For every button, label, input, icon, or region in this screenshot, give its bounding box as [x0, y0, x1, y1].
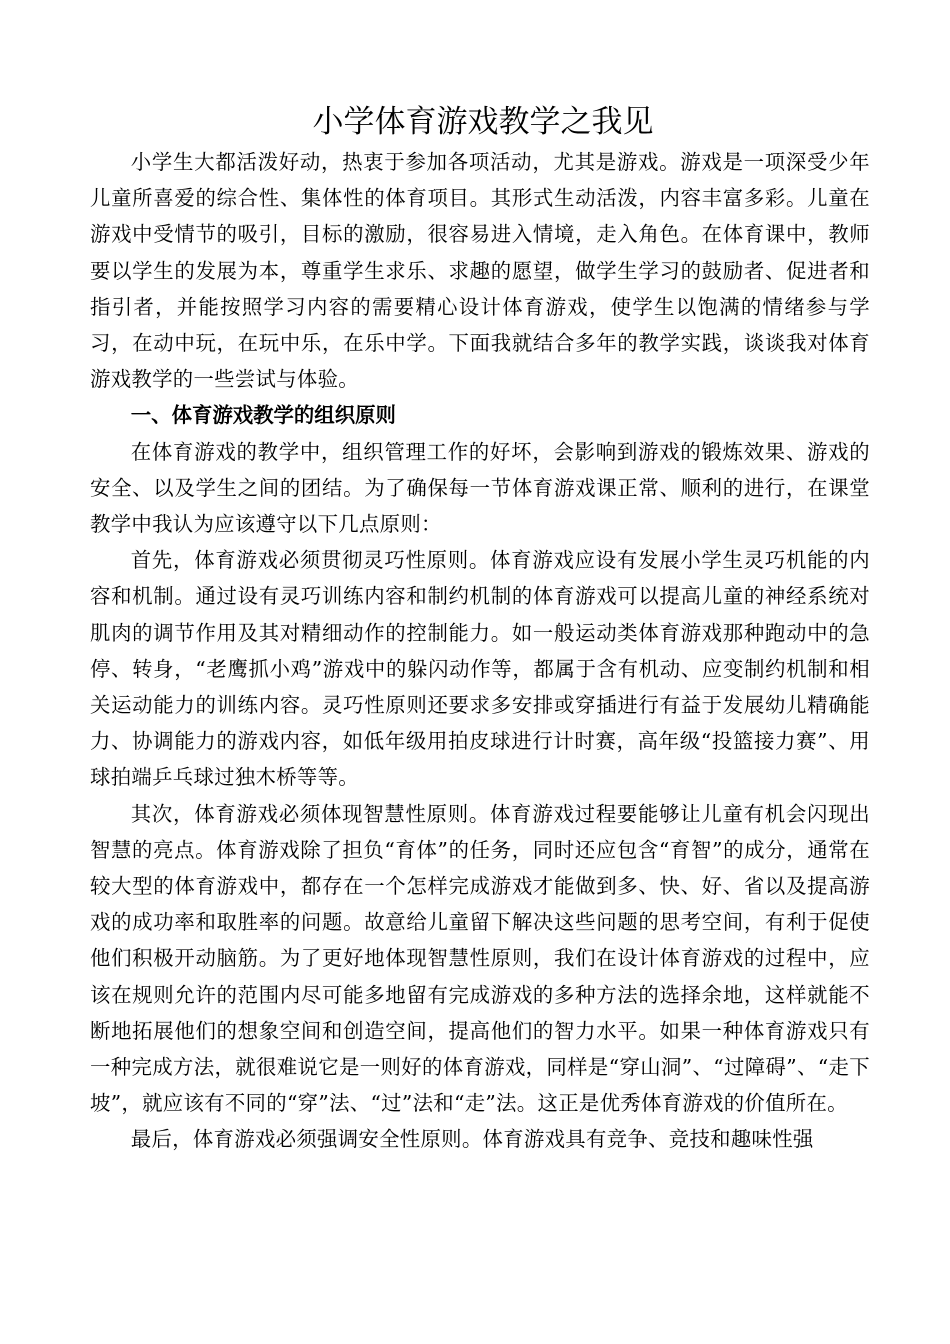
principle-last-paragraph: 最后，体育游戏必须强调安全性原则。体育游戏具有竞争、竞技和趣味性强	[130, 1127, 814, 1152]
intro-paragraph: 小学生大都活泼好动，热衷于参加各项活动，尤其是游戏。游戏是一项深受少年儿童所喜爱的综合性、集体性的体育项目。其形式生动活泼，内容丰富多彩。儿童在游戏中受情节的吸引，目标的激励，很容易进入情境，走入角色。在体育课中，教师要以学生的发展为本，尊重学生求乐、求趣的愿望，做学生学习的鼓励者、促进者和指引者，并能按照学习内容的需要精心设计体育游戏，使学生以饱满的情绪参与学习，在动中玩，在玩中乐，在乐中学。下面我就结合多年的教学实践，谈谈我对体育游戏教学的一些尝试与体验。	[90, 150, 870, 392]
document-title: 小学体育游戏教学之我见	[312, 104, 654, 140]
principle-first-paragraph: 首先，体育游戏必须贯彻灵巧性原则。体育游戏应设有发展小学生灵巧机能的内容和机制。通过设有灵巧训练内容和制约机制的体育游戏可以提高儿童的神经系统对肌肉的调节作用及其对精细动作的控制能力。如一般运动类体育游戏那种跑动中的急停、转身，“老鹰抓小鸡”游戏中的躲闪动作等，都属于含有机动、应变制约机制和相关运动能力的训练内容。灵巧性原则还要求多安排或穿插进行有益于发展幼儿精确能力、协调能力的游戏内容，如低年级用拍皮球进行计时赛，高年级“投篮接力赛”、用球拍端乒乓球过独木桥等等。	[90, 548, 870, 790]
principle-second-paragraph: 其次，体育游戏必须体现智慧性原则。体育游戏过程要能够让儿童有机会闪现出智慧的亮点。体育游戏除了担负“育体”的任务，同时还应包含“育智”的成分，通常在较大型的体育游戏中，都存在一个怎样完成游戏才能做到多、快、好、省以及提高游戏的成功率和取胜率的问题。故意给儿童留下解决这些问题的思考空间，有利于促使他们积极开动脑筋。为了更好地体现智慧性原则，我们在设计体育游戏的过程中，应该在规则允许的范围内尽可能多地留有完成游戏的多种方法的选择余地，这样就能不断地拓展他们的想象空间和创造空间，提高他们的智力水平。如果一种体育游戏只有一种完成方法，就很难说它是一则好的体育游戏，同样是“穿山洞”、“过障碍”、“走下坡”，就应该有不同的“穿”法、“过”法和“走”法。这正是优秀体育游戏的价值所在。	[90, 801, 870, 1116]
section-heading: 一、体育游戏教学的组织原则	[130, 403, 396, 428]
document-page	[90, 100, 870, 1158]
section-intro-paragraph: 在体育游戏的教学中，组织管理工作的好坏，会影响到游戏的锻炼效果、游戏的安全、以及学生之间的团结。为了确保每一节体育游戏课正常、顺利的进行，在课堂教学中我认为应该遵守以下几点原则：	[90, 439, 870, 537]
